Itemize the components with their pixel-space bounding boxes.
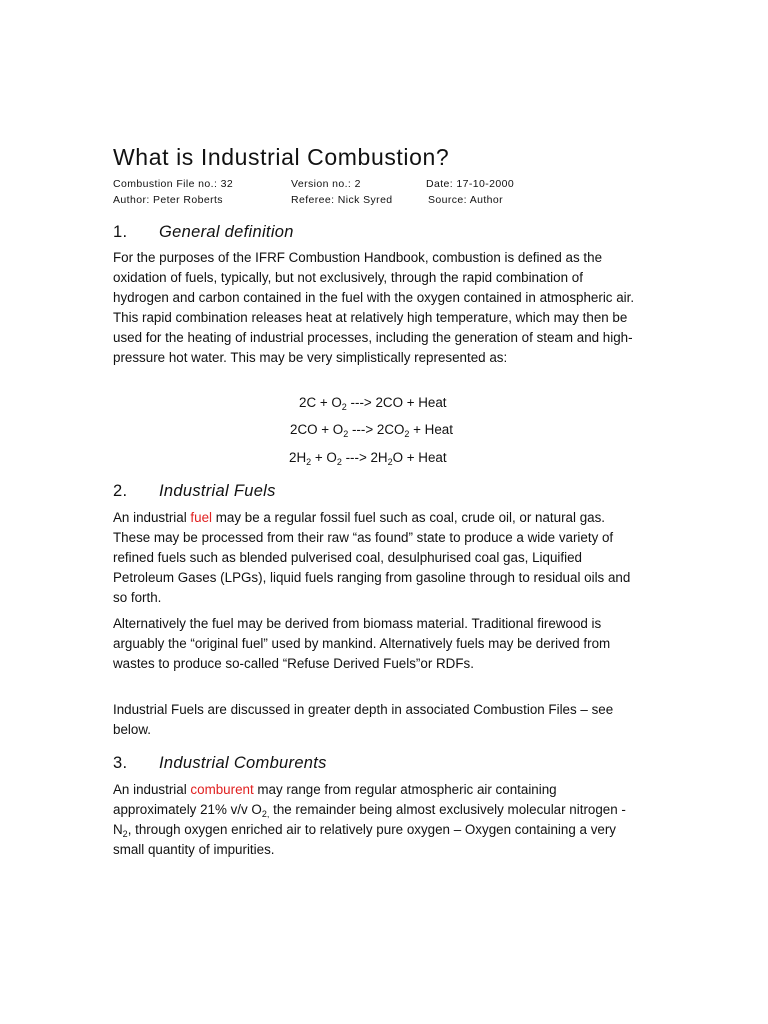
section-2-paragraph-1: An industrial fuel may be a regular fossil fuel such as coal, crude oil, or natural gas. These may be processed from their raw “as found” state to produce a wide variety of refined fuels such as blended pulverised coal, desulphurised coal gas, Liquified Petroleum Gases (LPGs), liquid fuels ranging from gasoline through to residual oils and so forth. (113, 510, 631, 605)
section-title: Industrial Fuels (159, 482, 276, 500)
section-1-paragraph: For the purposes of the IFRF Combustion Handbook, combustion is defined as the oxidation of fuels, typically, but not exclusively, through the rapid combination of hydrogen and carbon contained in the fuel with the oxygen contained in atmospheric air. This rapid combination releases heat at relatively high temperature, which may then be used for the heating of industrial processes, including the generation of steam and high-pressure hot water. This may be very simplistically represented as: (113, 250, 635, 365)
section-number: 1. (113, 223, 128, 241)
section-number: 2. (113, 482, 128, 500)
referee: Referee: Nick Syred (291, 194, 393, 206)
equation-3: $2H_2 + O_2$ ---> $2H_2O$ + Heat (289, 450, 447, 467)
equation-1: $2C + O_2$ ---> 2CO + Heat (299, 395, 447, 412)
author: Author: Peter Roberts (113, 194, 223, 206)
section-number: 3. (113, 754, 128, 772)
comburent-link[interactable]: comburent (190, 782, 254, 797)
page-title: What is Industrial Combustion? (113, 144, 450, 170)
section-3-heading (113, 754, 327, 773)
source: Source: Author (428, 194, 504, 206)
section-title: General definition (159, 223, 294, 241)
section-2-paragraph-3: Industrial Fuels are discussed in greater depth in associated Combustion Files – see below. (113, 702, 614, 737)
version-number: Version no.: 2 (291, 178, 361, 190)
section-3-paragraph: An industrial comburent may range from regular atmospheric air containing approximately 21% v/v $O_{2,}$ the remainder being almost exclusively molecular nitrogen - $N_2$, through oxygen enriched air to relatively pure oxygen – Oxygen containing a very small quantity of impurities. (113, 782, 626, 857)
section-2-heading (113, 482, 276, 501)
equation-2: $2CO + O_2$ ---> $2CO_2$ + Heat (290, 422, 453, 439)
section-title: Industrial Comburents (159, 754, 327, 772)
document-date: Date: 17-10-2000 (426, 178, 515, 190)
fuel-link[interactable]: fuel (190, 510, 213, 525)
section-1-heading (113, 223, 294, 242)
file-number: Combustion File no.: 32 (113, 178, 234, 190)
section-2-paragraph-2: Alternatively the fuel may be derived from biomass material. Traditional firewood is arguably the “original fuel” used by mankind. Alternatively fuels may be derived from wastes to produce so-called “Refuse Derived Fuels”or RDFs. (113, 616, 611, 671)
